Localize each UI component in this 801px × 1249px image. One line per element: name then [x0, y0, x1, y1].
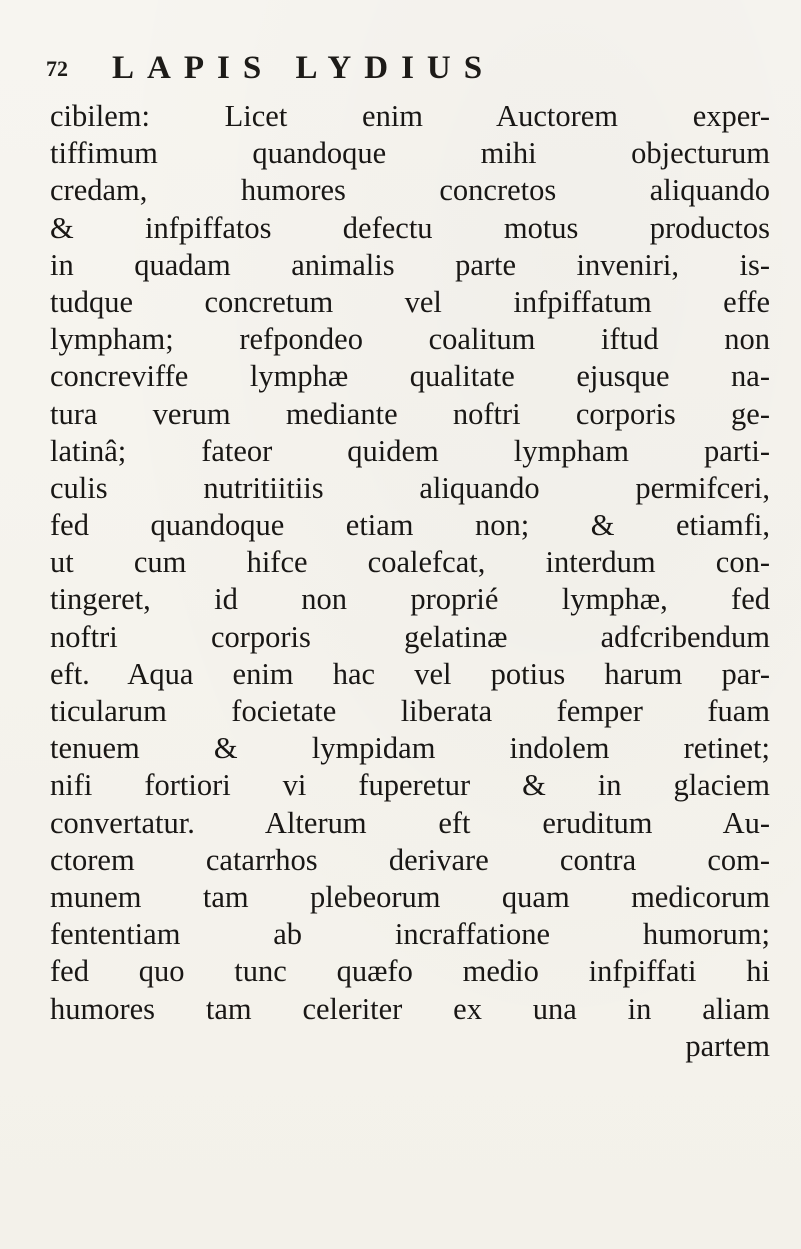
- page-number: 72: [46, 56, 68, 81]
- text-line: latinâ; fateor quidem lympham parti-: [50, 433, 770, 468]
- text-line: & infpiffatos defectu motus productos: [50, 210, 770, 245]
- text-line: fententiam ab incraffatione humorum;: [50, 917, 770, 952]
- text-line: credam, humores concretos aliquando: [50, 173, 770, 208]
- text-line: fed quandoque etiam non; & etiamfi,: [50, 508, 770, 543]
- text-line: concreviffe lymphæ qualitate ejusque na-: [50, 359, 770, 394]
- text-line: ut cum hifce coalefcat, interdum con-: [50, 545, 770, 580]
- running-head: LAPIS LYDIUS: [112, 50, 496, 86]
- catchword: partem: [685, 1028, 770, 1063]
- text-line: lympham; refpondeo coalitum iftud non: [50, 322, 770, 357]
- text-line: humores tam celeriter ex una in aliam: [50, 991, 770, 1026]
- body-text: [50, 98, 770, 1065]
- text-line: in quadam animalis parte inveniri, is-: [50, 247, 770, 282]
- text-line: tudque concretum vel infpiffatum effe: [50, 284, 770, 319]
- text-line: tura verum mediante noftri corporis ge-: [50, 396, 770, 431]
- text-line: noftri corporis gelatinæ adfcribendum: [50, 619, 770, 654]
- text-line: cibilem: Licet enim Auctorem exper-: [50, 99, 770, 133]
- text-line: eft. Aqua enim hac vel potius harum par-: [50, 656, 770, 691]
- text-line: fed quo tunc quæfo medio infpiffati hi: [50, 954, 770, 989]
- text-line: ctorem catarrhos derivare contra com-: [50, 842, 770, 877]
- text-line: munem tam plebeorum quam medicorum: [50, 879, 770, 914]
- page-header: [46, 50, 496, 90]
- text-line: convertatur. Alterum eft eruditum Au-: [50, 805, 770, 840]
- text-line: ticularum focietate liberata femper fuam: [50, 694, 770, 728]
- text-line: culis nutritiitiis aliquando permifceri,: [50, 470, 770, 505]
- text-line: tenuem & lympidam indolem retinet;: [50, 731, 770, 766]
- text-line: tingeret, id non proprié lymphæ, fed: [50, 582, 770, 617]
- text-line: nifi fortiori vi fuperetur & in glaciem: [50, 768, 770, 803]
- text-line: tiffimum quandoque mihi objecturum: [50, 136, 770, 171]
